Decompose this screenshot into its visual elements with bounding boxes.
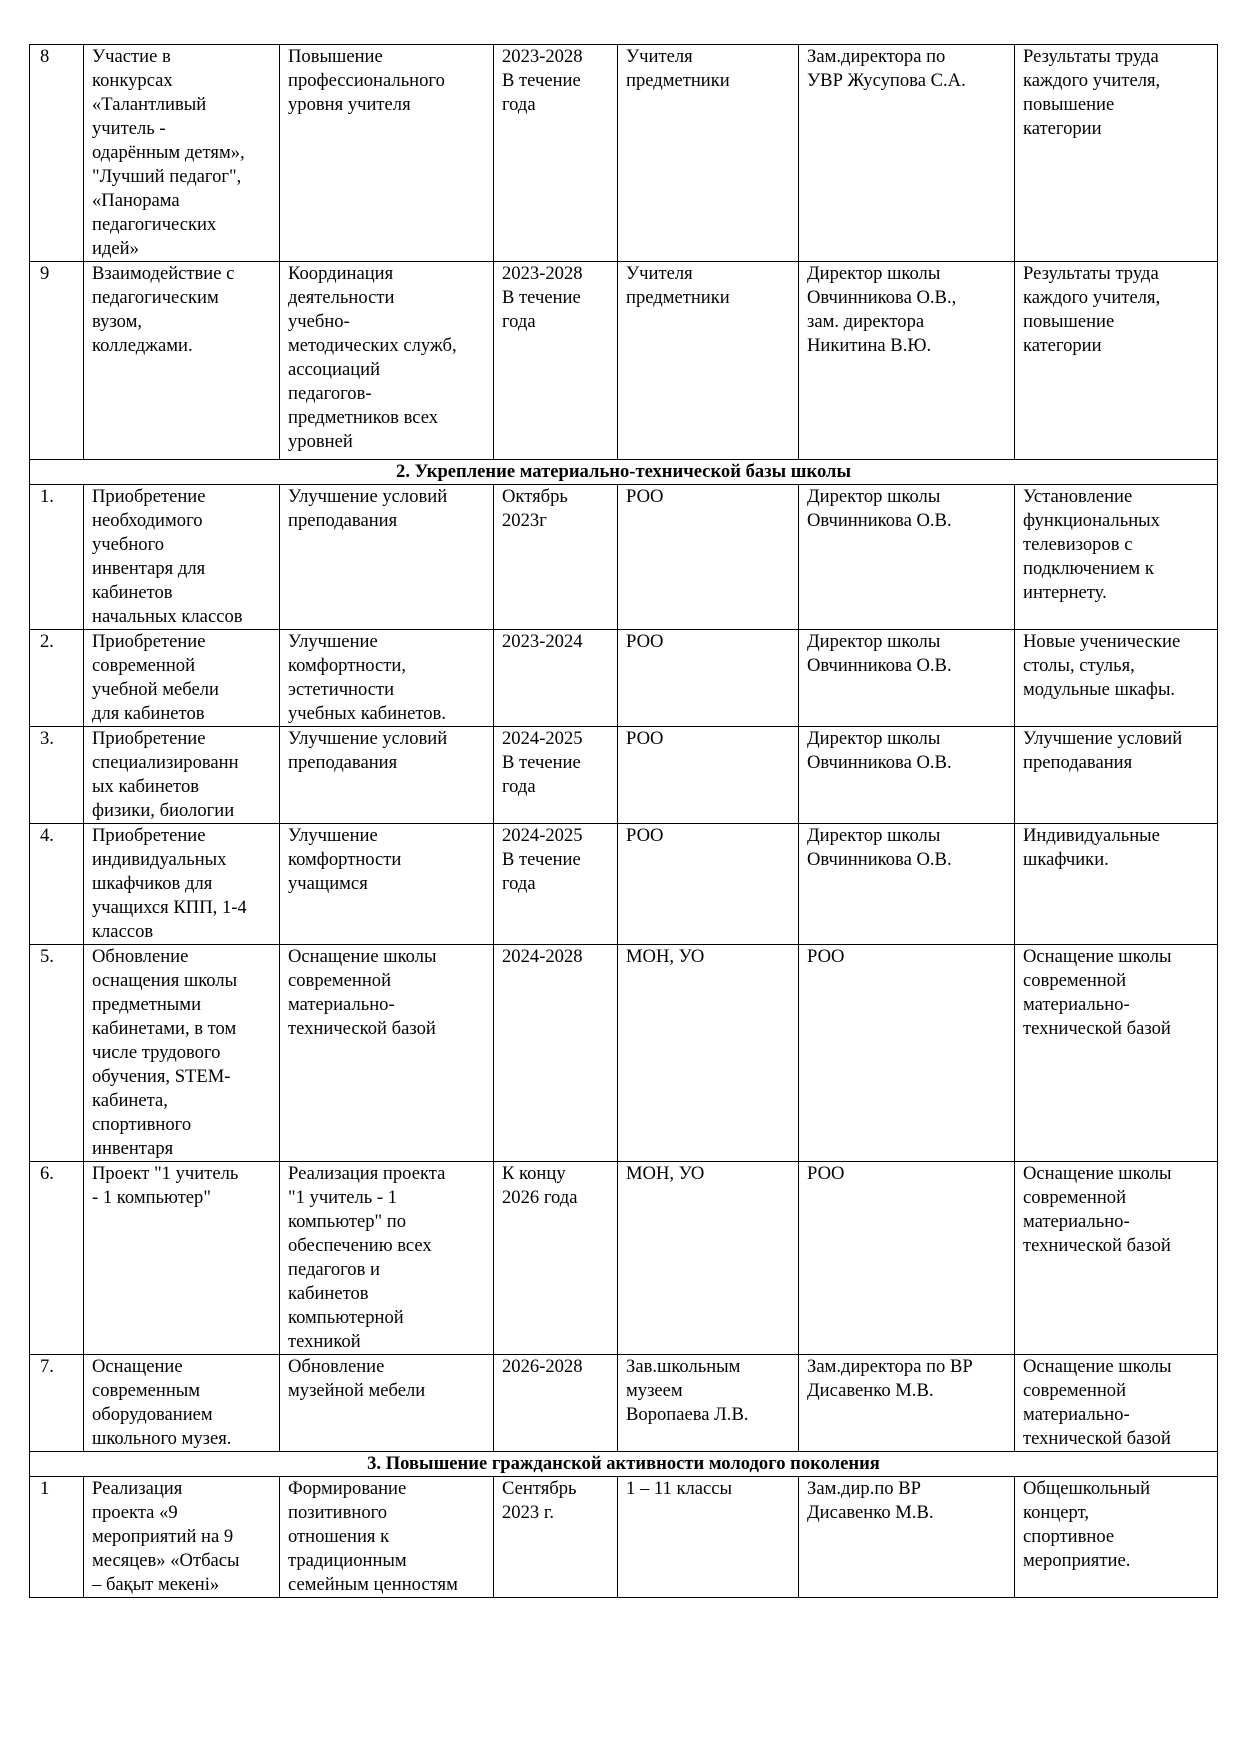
table-row bbox=[30, 1162, 1218, 1355]
row-number bbox=[30, 630, 84, 727]
period-cell-text: 2023-2024 bbox=[502, 631, 583, 652]
responsible-cell-text: РОО bbox=[807, 1163, 845, 1184]
event-cell bbox=[84, 1355, 280, 1452]
goal-cell-text: Координация деятельности учебно- методических служб, ассоциаций педагогов- предметников всех уровней bbox=[288, 263, 457, 452]
goal-cell-text: Улучшение комфортности, эстетичности учебных кабинетов. bbox=[288, 631, 446, 724]
result-cell-text: Результаты труда каждого учителя, повышение категории bbox=[1023, 46, 1161, 139]
row-number-text: 3. bbox=[40, 728, 54, 749]
goal-cell bbox=[280, 262, 494, 460]
goal-cell bbox=[280, 945, 494, 1162]
goal-cell bbox=[280, 824, 494, 945]
responsible-cell bbox=[799, 727, 1015, 824]
responsible-cell bbox=[799, 1162, 1015, 1355]
row-number bbox=[30, 1355, 84, 1452]
row-number-text: 4. bbox=[40, 825, 54, 846]
row-number-text: 8 bbox=[40, 46, 50, 67]
section-title: 3. Повышение гражданской активности молодого поколения bbox=[30, 1452, 1218, 1477]
goal-cell bbox=[280, 1477, 494, 1598]
responsible-cell bbox=[799, 485, 1015, 630]
result-cell-text: Установление функциональных телевизоров с подключением к интернету. bbox=[1023, 486, 1160, 603]
result-cell bbox=[1015, 727, 1218, 824]
period-cell-text: 2024-2028 bbox=[502, 946, 583, 967]
row-number bbox=[30, 262, 84, 460]
participants-cell bbox=[618, 1162, 799, 1355]
participants-cell bbox=[618, 262, 799, 460]
plan-table bbox=[29, 44, 1218, 1598]
result-cell-text: Результаты труда каждого учителя, повышение категории bbox=[1023, 263, 1161, 356]
participants-cell-text: МОН, УО bbox=[626, 946, 705, 967]
period-cell bbox=[494, 45, 618, 262]
responsible-cell-text: Директор школы Овчинникова О.В., зам. директора Никитина В.Ю. bbox=[807, 263, 957, 356]
event-cell bbox=[84, 262, 280, 460]
participants-cell-text: Учителя предметники bbox=[626, 46, 730, 91]
row-number-text: 1. bbox=[40, 486, 54, 507]
participants-cell-text: РОО bbox=[626, 825, 664, 846]
responsible-cell-text: Директор школы Овчинникова О.В. bbox=[807, 486, 952, 531]
event-cell bbox=[84, 45, 280, 262]
table-row bbox=[30, 1477, 1218, 1598]
table-row bbox=[30, 945, 1218, 1162]
result-cell bbox=[1015, 45, 1218, 262]
event-cell bbox=[84, 1162, 280, 1355]
period-cell bbox=[494, 1477, 618, 1598]
result-cell bbox=[1015, 485, 1218, 630]
responsible-cell-text: Директор школы Овчинникова О.В. bbox=[807, 825, 952, 870]
result-cell bbox=[1015, 1355, 1218, 1452]
event-cell bbox=[84, 630, 280, 727]
participants-cell-text: Учителя предметники bbox=[626, 263, 730, 308]
participants-cell bbox=[618, 485, 799, 630]
row-number-text: 5. bbox=[40, 946, 54, 967]
event-cell-text: Приобретение необходимого учебного инвентаря для кабинетов начальных классов bbox=[92, 486, 243, 627]
participants-cell-text: РОО bbox=[626, 486, 664, 507]
period-cell bbox=[494, 485, 618, 630]
table-row bbox=[30, 824, 1218, 945]
goal-cell-text: Улучшение условий преподавания bbox=[288, 486, 448, 531]
responsible-cell-text: РОО bbox=[807, 946, 845, 967]
row-number bbox=[30, 45, 84, 262]
period-cell-text: 2023-2028 В течение года bbox=[502, 46, 583, 115]
event-cell-text: Реализация проекта «9 мероприятий на 9 месяцев» «Отбасы – бақыт мекені» bbox=[92, 1478, 240, 1595]
participants-cell-text: МОН, УО bbox=[626, 1163, 705, 1184]
table-row bbox=[30, 45, 1218, 262]
row-number-text: 1 bbox=[40, 1478, 50, 1499]
goal-cell-text: Улучшение условий преподавания bbox=[288, 728, 448, 773]
participants-cell-text: РОО bbox=[626, 631, 664, 652]
section-header-row bbox=[30, 1452, 1218, 1477]
event-cell-text: Взаимодействие с педагогическим вузом, колледжами. bbox=[92, 263, 235, 356]
period-cell bbox=[494, 945, 618, 1162]
responsible-cell-text: Директор школы Овчинникова О.В. bbox=[807, 631, 952, 676]
row-number bbox=[30, 485, 84, 630]
responsible-cell bbox=[799, 45, 1015, 262]
result-cell-text: Улучшение условий преподавания bbox=[1023, 728, 1183, 773]
participants-cell bbox=[618, 45, 799, 262]
period-cell-text: 2023-2028 В течение года bbox=[502, 263, 583, 332]
goal-cell-text: Оснащение школы современной материально- технической базой bbox=[288, 946, 437, 1039]
goal-cell bbox=[280, 485, 494, 630]
table-row bbox=[30, 485, 1218, 630]
responsible-cell bbox=[799, 262, 1015, 460]
result-cell-text: Индивидуальные шкафчики. bbox=[1023, 825, 1160, 870]
period-cell bbox=[494, 824, 618, 945]
period-cell bbox=[494, 727, 618, 824]
row-number bbox=[30, 1477, 84, 1598]
goal-cell bbox=[280, 45, 494, 262]
goal-cell-text: Формирование позитивного отношения к традиционным семейным ценностям bbox=[288, 1478, 458, 1595]
responsible-cell bbox=[799, 945, 1015, 1162]
participants-cell bbox=[618, 1477, 799, 1598]
event-cell bbox=[84, 727, 280, 824]
participants-cell bbox=[618, 1355, 799, 1452]
event-cell-text: Приобретение индивидуальных шкафчиков для учащихся КПП, 1-4 классов bbox=[92, 825, 247, 942]
period-cell-text: 2024-2025 В течение года bbox=[502, 825, 583, 894]
participants-cell-text: 1 – 11 классы bbox=[626, 1478, 733, 1499]
table-row bbox=[30, 727, 1218, 824]
row-number-text: 6. bbox=[40, 1163, 54, 1184]
result-cell-text: Общешкольный концерт, спортивное мероприятие. bbox=[1023, 1478, 1151, 1571]
row-number-text: 2. bbox=[40, 631, 54, 652]
section-header-row bbox=[30, 460, 1218, 485]
responsible-cell-text: Зам.директора по ВР Дисавенко М.В. bbox=[807, 1356, 973, 1401]
table-row bbox=[30, 262, 1218, 460]
period-cell bbox=[494, 630, 618, 727]
participants-cell-text: Зав.школьным музеем Воропаева Л.В. bbox=[626, 1356, 749, 1425]
responsible-cell bbox=[799, 1355, 1015, 1452]
event-cell-text: Проект "1 учитель - 1 компьютер" bbox=[92, 1163, 239, 1208]
period-cell bbox=[494, 1162, 618, 1355]
participants-cell-text: РОО bbox=[626, 728, 664, 749]
result-cell-text: Оснащение школы современной материально- технической базой bbox=[1023, 1356, 1172, 1449]
table-row bbox=[30, 630, 1218, 727]
participants-cell bbox=[618, 727, 799, 824]
responsible-cell-text: Директор школы Овчинникова О.В. bbox=[807, 728, 952, 773]
period-cell-text: К концу 2026 года bbox=[502, 1163, 578, 1208]
row-number-text: 9 bbox=[40, 263, 50, 284]
responsible-cell bbox=[799, 630, 1015, 727]
goal-cell bbox=[280, 630, 494, 727]
result-cell bbox=[1015, 824, 1218, 945]
period-cell-text: 2024-2025 В течение года bbox=[502, 728, 583, 797]
responsible-cell bbox=[799, 824, 1015, 945]
goal-cell bbox=[280, 727, 494, 824]
row-number bbox=[30, 945, 84, 1162]
event-cell bbox=[84, 824, 280, 945]
period-cell-text: Сентябрь 2023 г. bbox=[502, 1478, 577, 1523]
period-cell-text: 2026-2028 bbox=[502, 1356, 583, 1377]
result-cell bbox=[1015, 1477, 1218, 1598]
event-cell-text: Участие в конкурсах «Талантливый учитель - одарённым детям», "Лучший педагог", «Панорама педагогических идей» bbox=[92, 46, 245, 259]
responsible-cell-text: Зам.директора по УВР Жусупова С.А. bbox=[807, 46, 966, 91]
row-number bbox=[30, 824, 84, 945]
event-cell-text: Приобретение специализированн ых кабинетов физики, биологии bbox=[92, 728, 239, 821]
event-cell bbox=[84, 945, 280, 1162]
participants-cell bbox=[618, 630, 799, 727]
result-cell bbox=[1015, 1162, 1218, 1355]
table-row bbox=[30, 1355, 1218, 1452]
result-cell-text: Оснащение школы современной материально- технической базой bbox=[1023, 1163, 1172, 1256]
responsible-cell-text: Зам.дир.по ВР Дисавенко М.В. bbox=[807, 1478, 934, 1523]
result-cell bbox=[1015, 630, 1218, 727]
result-cell-text: Оснащение школы современной материально- технической базой bbox=[1023, 946, 1172, 1039]
event-cell bbox=[84, 1477, 280, 1598]
period-cell-text: Октябрь 2023г bbox=[502, 486, 568, 531]
participants-cell bbox=[618, 824, 799, 945]
period-cell bbox=[494, 1355, 618, 1452]
event-cell-text: Приобретение современной учебной мебели для кабинетов bbox=[92, 631, 219, 724]
goal-cell bbox=[280, 1162, 494, 1355]
goal-cell-text: Реализация проекта "1 учитель - 1 компьютер" по обеспечению всех педагогов и кабинетов компьютерной техникой bbox=[288, 1163, 446, 1352]
row-number bbox=[30, 727, 84, 824]
goal-cell bbox=[280, 1355, 494, 1452]
result-cell bbox=[1015, 945, 1218, 1162]
plan-table-body bbox=[30, 45, 1218, 1598]
period-cell bbox=[494, 262, 618, 460]
result-cell-text: Новые ученические столы, стулья, модульные шкафы. bbox=[1023, 631, 1181, 700]
row-number-text: 7. bbox=[40, 1356, 54, 1377]
result-cell bbox=[1015, 262, 1218, 460]
event-cell bbox=[84, 485, 280, 630]
goal-cell-text: Повышение профессионального уровня учителя bbox=[288, 46, 445, 115]
row-number bbox=[30, 1162, 84, 1355]
responsible-cell bbox=[799, 1477, 1015, 1598]
participants-cell bbox=[618, 945, 799, 1162]
goal-cell-text: Улучшение комфортности учащимся bbox=[288, 825, 402, 894]
event-cell-text: Обновление оснащения школы предметными кабинетами, в том числе трудового обучения, STEM- кабинета, спортивного инвентаря bbox=[92, 946, 238, 1159]
event-cell-text: Оснащение современным оборудованием школьного музея. bbox=[92, 1356, 232, 1449]
section-title: 2. Укрепление материально-технической базы школы bbox=[30, 460, 1218, 485]
goal-cell-text: Обновление музейной мебели bbox=[288, 1356, 426, 1401]
